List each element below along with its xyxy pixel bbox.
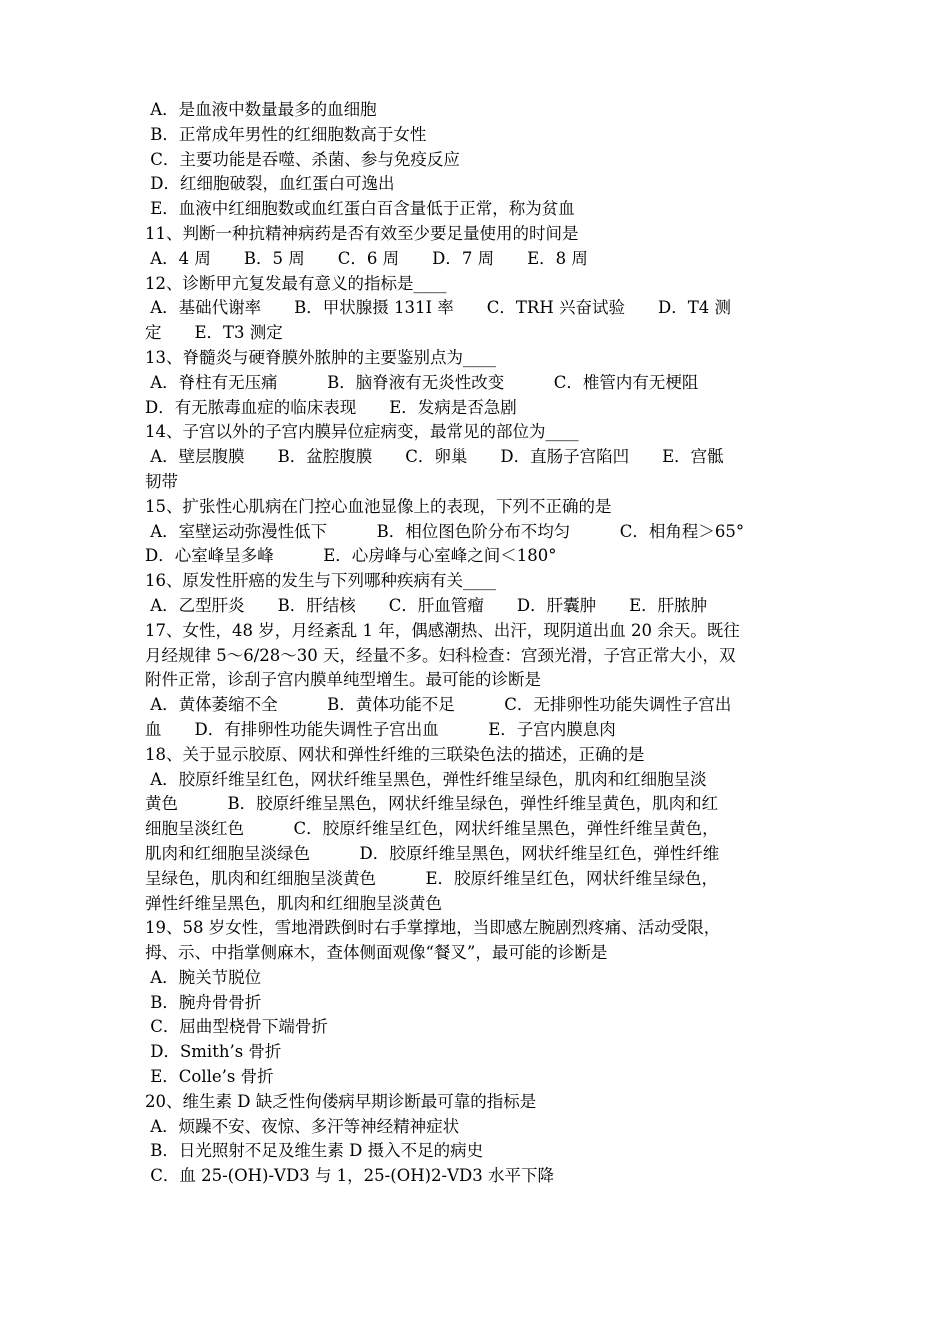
question-15-options: A．室壁运动弥漫性低下 B．相位图色阶分布不均匀 C．相角程＞65° — [145, 521, 745, 541]
question-20-option-c: C．血 25-(OH)-VD3 与 1，25-(OH)2-VD3 水平下降 — [145, 1166, 555, 1186]
question-17-cont-2: 附件正常，诊刮子宫内膜单纯型增生。最可能的诊断是 — [145, 670, 541, 690]
question-14-options: A．壁层腹膜 B．盆腔腹膜 C．卵巢 D．直肠子宫陷凹 E．宫骶 — [145, 447, 724, 467]
question-13-options: A．脊柱有无压痛 B．脑脊液有无炎性改变 C．椎管内有无梗阻 — [145, 372, 699, 392]
question-12-options: A．基础代谢率 B．甲状腺摄 131I 率 C．TRH 兴奋试验 D．T4 测 — [145, 298, 731, 318]
option-d-line: D．红细胞破裂，血红蛋白可逸出 — [145, 174, 395, 194]
question-17-cont-1: 月经规律 5～6/28～30 天，经量不多。妇科检查：宫颈光滑，子宫正常大小，双 — [145, 645, 736, 665]
question-13-options-cont: D．有无脓毒血症的临床表现 E．发病是否急剧 — [145, 397, 517, 417]
question-13: 13、脊髓炎与硬脊膜外脓肿的主要鉴别点为____ — [145, 347, 496, 367]
question-19: 19、58 岁女性，雪地滑跌倒时右手掌撑地，当即感左腕剧烈疼痛、活动受限， — [145, 918, 721, 938]
question-14: 14、子宫以外的子宫内膜异位症病变，最常见的部位为____ — [145, 422, 579, 442]
question-16-options: A．乙型肝炎 B．肝结核 C．肝血管瘤 D．肝囊肿 E．肝脓肿 — [145, 595, 708, 615]
option-b-line: B．正常成年男性的红细胞数高于女性 — [145, 124, 427, 144]
question-19-cont: 拇、示、中指掌侧麻木，查体侧面观像“餐叉”，最可能的诊断是 — [145, 943, 608, 963]
question-16: 16、原发性肝癌的发生与下列哪种疾病有关____ — [145, 571, 496, 591]
question-15: 15、扩张性心肌病在门控心血池显像上的表现，下列不正确的是 — [145, 496, 612, 516]
question-19-option-a: A．腕关节脱位 — [145, 967, 262, 987]
question-19-option-b: B．腕舟骨骨折 — [145, 992, 262, 1012]
question-18-options-3: 细胞呈淡红色 C．胶原纤维呈红色，网状纤维呈黑色，弹性纤维呈黄色， — [145, 819, 719, 839]
question-18: 18、关于显示胶原、网状和弹性纤维的三联染色法的描述，正确的是 — [145, 744, 645, 764]
question-12: 12、诊断甲亢复发最有意义的指标是____ — [145, 273, 447, 293]
question-17: 17、女性，48 岁，月经紊乱 1 年，偶感潮热、出汗，现阴道出血 20 余天。既往 — [145, 620, 740, 640]
option-a-line: A．是血液中数量最多的血细胞 — [145, 100, 377, 119]
question-17-options-cont: 血 D．有排卵性功能失调性子宫出血 E．子宫内膜息肉 — [145, 719, 616, 739]
question-18-options-2: 黄色 B．胶原纤维呈黑色，网状纤维呈绿色，弹性纤维呈黄色，肌肉和红 — [145, 794, 719, 814]
question-12-options-cont: 定 E．T3 测定 — [145, 323, 283, 343]
question-18-options-5: 呈绿色，肌肉和红细胞呈淡黄色 E．胶原纤维呈红色，网状纤维呈绿色， — [145, 868, 719, 888]
question-18-options-4: 肌肉和红细胞呈淡绿色 D．胶原纤维呈黑色，网状纤维呈红色，弹性纤维 — [145, 843, 720, 863]
question-18-options-1: A．胶原纤维呈红色，网状纤维呈黑色，弹性纤维呈绿色，肌肉和红细胞呈淡 — [145, 769, 707, 789]
question-19-option-e: E．Colle’s 骨折 — [145, 1067, 274, 1087]
option-c-line: C．主要功能是吞噬、杀菌、参与免疫反应 — [145, 149, 460, 169]
document-page — [145, 98, 810, 1189]
question-20: 20、维生素 D 缺乏性佝偻病早期诊断最可靠的指标是 — [145, 1091, 537, 1111]
question-11: 11、判断一种抗精神病药是否有效至少要足量使用的时间是 — [145, 223, 579, 243]
question-11-options: A．4 周 B．5 周 C．6 周 D．7 周 E．8 周 — [145, 248, 588, 268]
question-17-options: A．黄体萎缩不全 B．黄体功能不足 C．无排卵性功能失调性子宫出 — [145, 695, 732, 715]
question-14-options-cont: 韧带 — [145, 471, 178, 491]
question-18-options-6: 弹性纤维呈黑色，肌肉和红细胞呈淡黄色 — [145, 893, 442, 913]
question-15-options-cont: D．心室峰呈多峰 E．心房峰与心室峰之间＜180° — [145, 546, 557, 566]
option-e-line: E．血液中红细胞数或血红蛋白百含量低于正常，称为贫血 — [145, 199, 575, 219]
question-20-option-a: A．烦躁不安、夜惊、多汗等神经精神症状 — [145, 1116, 460, 1136]
question-20-option-b: B．日光照射不足及维生素 D 摄入不足的病史 — [145, 1141, 484, 1161]
question-19-option-d: D．Smith’s 骨折 — [145, 1042, 282, 1062]
question-19-option-c: C．屈曲型桡骨下端骨折 — [145, 1017, 328, 1037]
